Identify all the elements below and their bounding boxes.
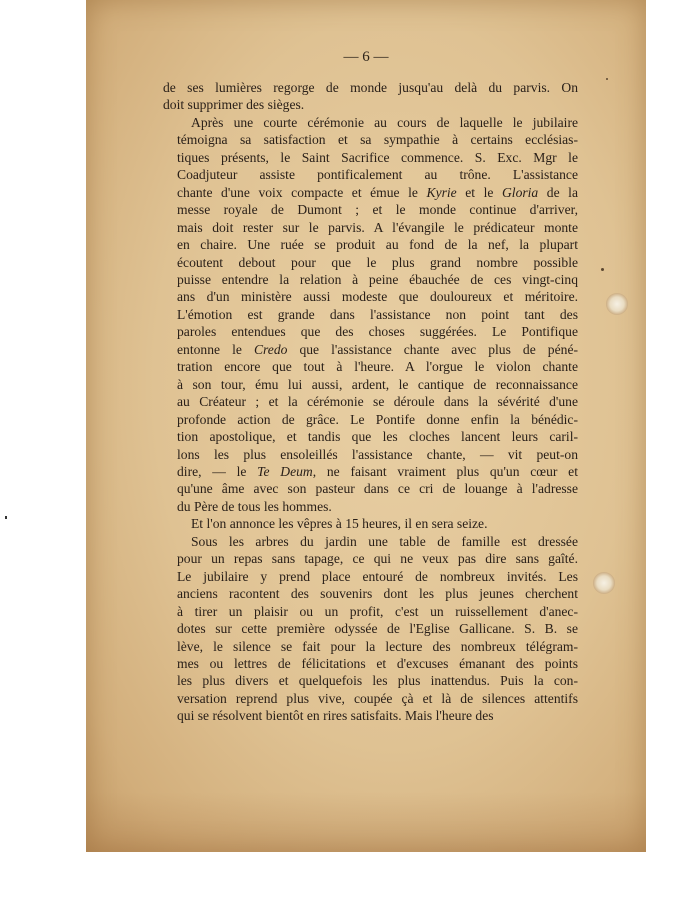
text-line: mais doit rester sur le parvis. A l'évangile le prédicateur monte: [177, 219, 578, 235]
text-line: dire, — le Te Deum, ne faisant vraiment plus qu'un cœur et: [177, 463, 578, 479]
text-line: à tirer un plaisir ou un profit, c'est un ruissellement d'anec-: [177, 603, 578, 619]
punch-hole: [593, 572, 615, 594]
text-line: Et l'on annonce les vêpres à 15 heures, il en sera seize.: [191, 516, 488, 532]
text-line: tiques présents, le Saint Sacrifice commence. S. Exc. Mgr le: [177, 149, 578, 165]
scanned-page: [86, 0, 646, 852]
paper-speck: [606, 78, 608, 80]
italic-term: Credo: [253, 341, 288, 357]
text-line: qui se résolvent bientôt en rires satisfaits. Mais l'heure des: [177, 708, 494, 724]
text-line: Après une courte cérémonie au cours de laquelle le jubilaire: [191, 114, 578, 130]
paragraph: [163, 79, 578, 114]
text-line: pour un repas sans tapage, ce qui ne veux pas dire sans gaîté.: [177, 551, 578, 567]
text-line: ans d'un ministère aussi modeste que douloureux et méritoire.: [177, 289, 578, 305]
text-line: chante d'une voix compacte et émue le Kyrie et le Gloria de la: [177, 184, 578, 200]
paragraph: [163, 114, 578, 515]
text-line: versation reprend plus vive, coupée çà et là de silences attentifs: [177, 690, 578, 706]
text-line: doit supprimer des sièges.: [163, 97, 305, 113]
text-line: en chaire. Une ruée se produit au fond de la nef, la plupart: [177, 237, 578, 253]
paragraph: [163, 515, 578, 532]
text-line: tration encore que tout à l'heure. A l'orgue le violon chante: [177, 359, 578, 375]
page-number: — 6 —: [343, 49, 389, 65]
italic-term: Kyrie: [426, 184, 457, 200]
text-line: témoigna sa satisfaction et sa sympathie à certains ecclésias-: [177, 132, 578, 148]
text-line: paroles entendues que des choses suggérées. Le Pontifique: [177, 324, 578, 340]
punch-hole: [606, 293, 628, 315]
text-line: tion apostolique, et tandis que les cloches lancent leurs caril-: [177, 429, 578, 445]
text-line: du Père de tous les hommes.: [177, 498, 332, 514]
text-line: Le jubilaire y prend place entouré de nombreux invités. Les: [177, 568, 578, 584]
text-line: écoutent debout pour que le plus grand nombre possible: [177, 254, 578, 270]
text-line: Sous les arbres du jardin une table de famille est dressée: [191, 533, 578, 549]
text-line: lons les plus ensoleillés l'assistance chante, — vit peut-on: [177, 446, 578, 462]
text-line: à son tour, ému lui aussi, ardent, le cantique de reconnaissance: [177, 376, 578, 392]
text-line: qu'une âme avec son pasteur dans ce cri de louange à l'adresse: [177, 481, 578, 497]
text-line: de ses lumières regorge de monde jusqu'au delà du parvis. On: [163, 80, 578, 95]
text-line: messe royale de Dumont ; et le monde continue d'arriver,: [177, 202, 578, 218]
text-line: dotes sur cette première odyssée de l'Eglise Gallicane. S. B. se: [177, 621, 578, 637]
text-line: entonne le Credo que l'assistance chante avec plus de péné-: [177, 341, 578, 357]
text-line: mes ou lettres de félicitations et d'excuses émanant des points: [177, 655, 578, 671]
text-line: Coadjuteur assiste pontificalement au trône. L'assistance: [177, 167, 578, 183]
text-line: profonde action de grâce. Le Pontife donne enfin la bénédic-: [177, 411, 578, 427]
italic-term: Gloria: [501, 184, 539, 200]
text-line: anciens racontent des souvenirs dont les plus jeunes cherchent: [177, 586, 578, 602]
text-line: L'émotion est grande dans l'assistance non point tant des: [177, 306, 578, 322]
stray-ink-mark: [5, 516, 7, 519]
text-line: au Créateur ; et la cérémonie se déroule dans la sévérité d'une: [177, 394, 578, 410]
text-line: puisse entendre la relation à peine ébauchée de ces vingt-cinq: [177, 271, 578, 287]
body-text: [163, 79, 578, 725]
text-line: lève, le silence se fait pour la lecture des nombreux télégram-: [177, 638, 578, 654]
paragraph: [163, 533, 578, 725]
italic-term: Te Deum: [257, 463, 313, 479]
text-line: les plus divers et quelquefois les plus inattendus. Puis la con-: [177, 673, 578, 689]
paper-speck: [601, 268, 604, 271]
